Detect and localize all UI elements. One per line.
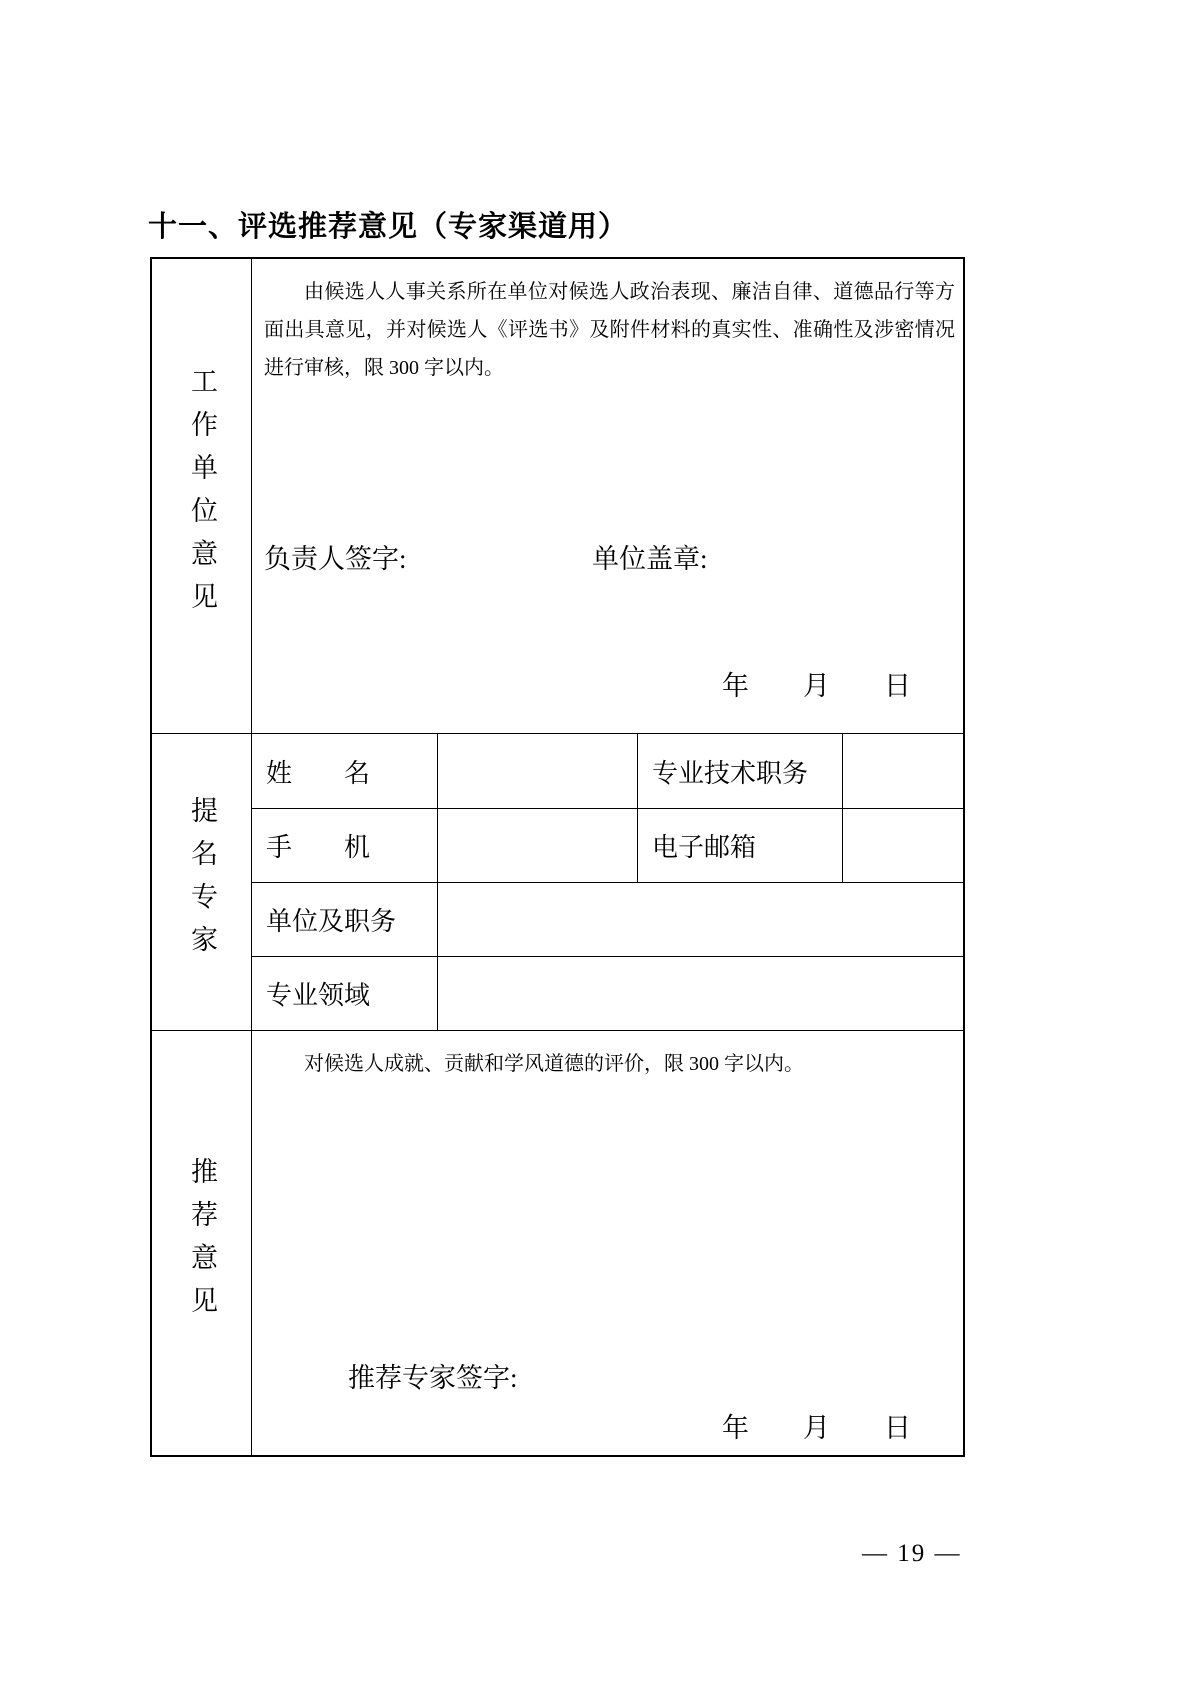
name-value-cell <box>437 734 637 808</box>
work-unit-side-label: 工作单位意见 <box>187 367 217 625</box>
unit-position-label-cell: 单位及职务 <box>252 882 437 956</box>
work-unit-date-line: 年 月 日 <box>722 671 911 701</box>
professional-title-label-cell: 专业技术职务 <box>637 734 842 808</box>
nominating-expert-grid <box>252 734 963 1030</box>
work-unit-opinion-section <box>152 259 963 733</box>
recommendation-side-label: 推荐意见 <box>187 1157 217 1329</box>
professional-field-label-cell: 专业领域 <box>252 956 437 1030</box>
nominating-expert-side-label: 提名专家 <box>187 796 217 968</box>
work-unit-content-cell <box>252 259 963 733</box>
responsible-person-signature-label: 负责人签字: <box>264 544 407 574</box>
work-unit-side-cell <box>152 259 252 733</box>
nominating-expert-section <box>152 733 963 1030</box>
unit-seal-label: 单位盖章: <box>592 544 708 574</box>
recommendation-side-cell <box>152 1031 252 1455</box>
recommending-expert-signature-label: 推荐专家签字: <box>348 1363 518 1393</box>
mobile-value-cell <box>437 808 637 882</box>
nominating-expert-side-cell <box>152 734 252 1030</box>
unit-position-value-cell <box>437 882 963 956</box>
mobile-label-cell: 手 机 <box>252 808 437 882</box>
recommendation-date-line: 年 月 日 <box>722 1413 911 1443</box>
email-label-cell: 电子邮箱 <box>637 808 842 882</box>
recommendation-opinion-section <box>152 1030 963 1455</box>
professional-field-value-cell <box>437 956 963 1030</box>
recommendation-instructions: 对候选人成就、贡献和学风道德的评价，限 300 字以内。 <box>304 1053 804 1075</box>
professional-title-value-cell <box>842 734 963 808</box>
page-title: 十一、评选推荐意见（专家渠道用） <box>148 211 629 243</box>
work-unit-instructions: 由候选人人事关系所在单位对候选人政治表现、廉洁自律、道德品行等方面出具意见，并对候选人《评选书》及附件材料的真实性、准确性及涉密情况进行审核，限 300 字以内。 <box>264 281 955 379</box>
page-number: — 19 — <box>862 1540 962 1567</box>
recommendation-content-cell <box>252 1031 963 1455</box>
recommendation-form-table <box>150 257 965 1457</box>
email-value-cell <box>842 808 963 882</box>
name-label-cell: 姓 名 <box>266 758 371 788</box>
